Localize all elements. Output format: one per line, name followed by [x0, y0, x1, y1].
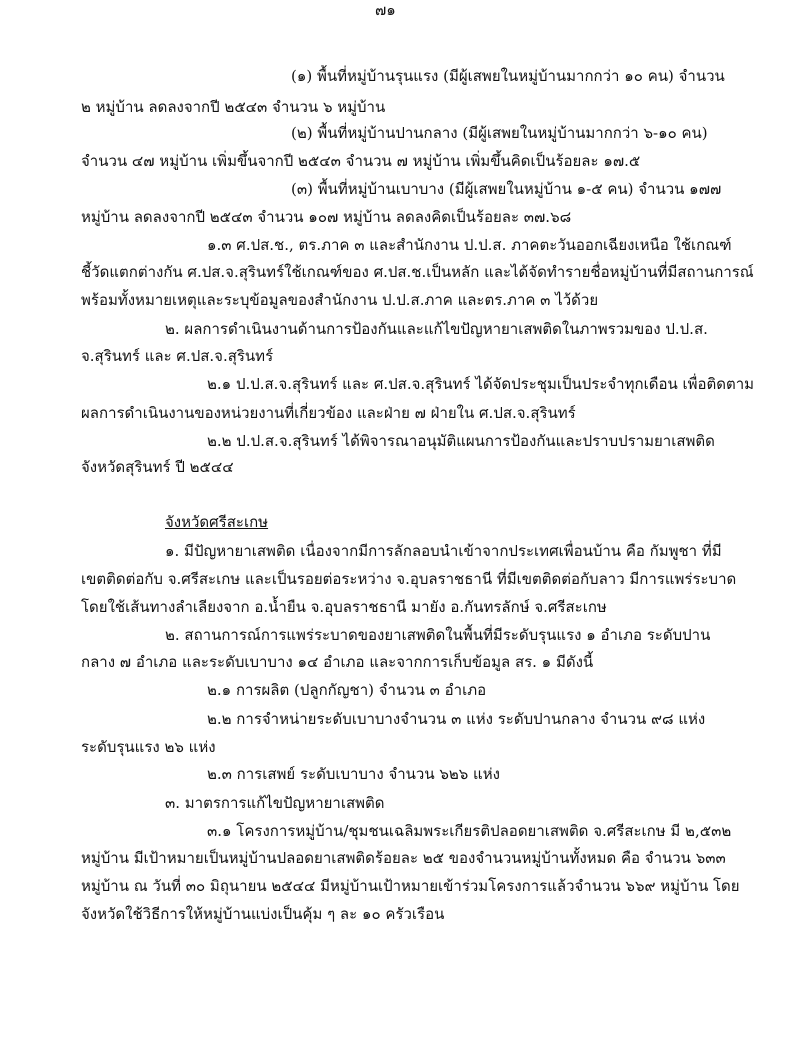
text-line: (๓) พื้นที่หมู่บ้านเบาบาง (มีผู้เสพยในหมู่บ้าน ๑-๕ คน) จำนวน ๑๗๗: [291, 180, 722, 198]
text-line: ๑. มีปัญหายาเสพติด เนื่องจากมีการลักลอบนำเข้าจากประเทศเพื่อนบ้าน คือ กัมพูชา ที่มี: [165, 542, 722, 560]
text-line: หมู่บ้าน มีเป้าหมายเป็นหมู่บ้านปลอดยาเสพติดร้อยละ ๒๕ ของจำนวนหมู่บ้านทั้งหมด คือ จำนวน ๖๓๓: [81, 849, 726, 867]
text-line: ๓. มาตรการแก้ไขปัญหายาเสพติด: [165, 794, 385, 812]
text-line: โดยใช้เส้นทางลำเลียงจาก อ.น้ำยืน จ.อุบลราชธานี มายัง อ.กันทรลักษ์ จ.ศรีสะเกษ: [81, 598, 607, 616]
text-line: พร้อมทั้งหมายเหตุและระบุข้อมูลของสำนักงาน ป.ป.ส.ภาค และตร.ภาค ๓ ไว้ด้วย: [81, 291, 599, 309]
text-line: จังหวัดใช้วิธีการให้หมู่บ้านแบ่งเป็นคุ้ม ๆ ละ ๑๐ ครัวเรือน: [81, 905, 445, 923]
text-line: ๒.๑ ป.ป.ส.จ.สุรินทร์ และ ศ.ปส.จ.สุรินทร์ ได้จัดประชุมเป็นประจำทุกเดือน เพื่อติดตาม: [207, 375, 755, 393]
text-line: ชี้วัดแตกต่างกัน ศ.ปส.จ.สุรินทร์ใช้เกณฑ์ของ ศ.ปส.ช.เป็นหลัก และได้จัดทำรายชื่อหมู่บ้านที่มีสถานการณ์: [81, 263, 754, 281]
text-line: หมู่บ้าน ลดลงจากปี ๒๕๔๓ จำนวน ๑๐๗ หมู่บ้าน ลดลงคิดเป็นร้อยละ ๓๗.๖๘: [81, 208, 572, 226]
text-line: ๒.๑ การผลิต (ปลูกกัญชา) จำนวน ๓ อำเภอ: [207, 681, 487, 699]
text-line: ผลการดำเนินงานของหน่วยงานที่เกี่ยวข้อง และฝ่าย ๗ ฝ่ายใน ศ.ปส.จ.สุรินทร์: [81, 404, 576, 422]
text-line: ๒.๒ ป.ป.ส.จ.สุรินทร์ ได้พิจารณาอนุมัติแผนการป้องกันและปราบปรามยาเสพติด: [207, 432, 715, 450]
text-line: ๒ หมู่บ้าน ลดลงจากปี ๒๕๔๓ จำนวน ๖ หมู่บ้าน: [81, 98, 386, 116]
text-line: จำนวน ๔๗ หมู่บ้าน เพิ่มขึ้นจากปี ๒๕๔๓ จำนวน ๗ หมู่บ้าน เพิ่มขึ้นคิดเป็นร้อยละ ๑๗.๕: [81, 152, 641, 170]
text-line: ๒.๓ การเสพย์ ระดับเบาบาง จำนวน ๖๒๖ แห่ง: [207, 765, 500, 783]
text-line: จังหวัดสุรินทร์ ปี ๒๕๔๔: [81, 458, 234, 476]
text-line: จ.สุรินทร์ และ ศ.ปส.จ.สุรินทร์: [81, 347, 274, 365]
text-line: ๑.๓ ศ.ปส.ช., ตร.ภาค ๓ และสำนักงาน ป.ป.ส. ภาคตะวันออกเฉียงเหนือ ใช้เกณฑ์: [207, 236, 732, 254]
section-heading: จังหวัดศรีสะเกษ: [165, 513, 269, 531]
text-line: ๓.๑ โครงการหมู่บ้าน/ชุมชนเฉลิมพระเกียรติปลอดยาเสพติด จ.ศรีสะเกษ มี ๒,๕๓๒: [207, 822, 732, 840]
text-line: (๑) พื้นที่หมู่บ้านรุนแรง (มีผู้เสพยในหมู่บ้านมากกว่า ๑๐ คน) จำนวน: [291, 67, 725, 85]
text-line: ๒.๒ การจำหน่ายระดับเบาบางจำนวน ๓ แห่ง ระดับปานกลาง จำนวน ๙๘ แห่ง: [207, 710, 706, 728]
text-line: ๒. ผลการดำเนินงานด้านการป้องกันและแก้ไขปัญหายาเสพติดในภาพรวมของ ป.ป.ส.: [165, 320, 708, 338]
text-line: (๒) พื้นที่หมู่บ้านปานกลาง (มีผู้เสพยในหมู่บ้านมากกว่า ๖-๑๐ คน): [291, 124, 708, 142]
text-line: ๒. สถานการณ์การแพร่ระบาดของยาเสพติดในพื้นที่มีระดับรุนแรง ๑ อำเภอ ระดับปาน: [165, 626, 711, 644]
text-line: เขตติดต่อกับ จ.ศรีสะเกษ และเป็นรอยต่อระหว่าง จ.อุบลราชธานี ที่มีเขตติดต่อกับลาว มีการแพร่ระบาด: [81, 570, 737, 588]
page-number: ๗๑: [375, 1, 396, 19]
text-line: หมู่บ้าน ณ วันที่ ๓๐ มิถุนายน ๒๕๔๔ มีหมู่บ้านเป้าหมายเข้าร่วมโครงการแล้วจำนวน ๖๖๙ หมู่บ้าน โดย: [81, 877, 740, 895]
text-line: ระดับรุนแรง ๒๖ แห่ง: [81, 738, 216, 756]
text-line: กลาง ๗ อำเภอ และระดับเบาบาง ๑๔ อำเภอ และจากการเก็บข้อมูล สร. ๑ มีดังนี้: [81, 653, 594, 671]
